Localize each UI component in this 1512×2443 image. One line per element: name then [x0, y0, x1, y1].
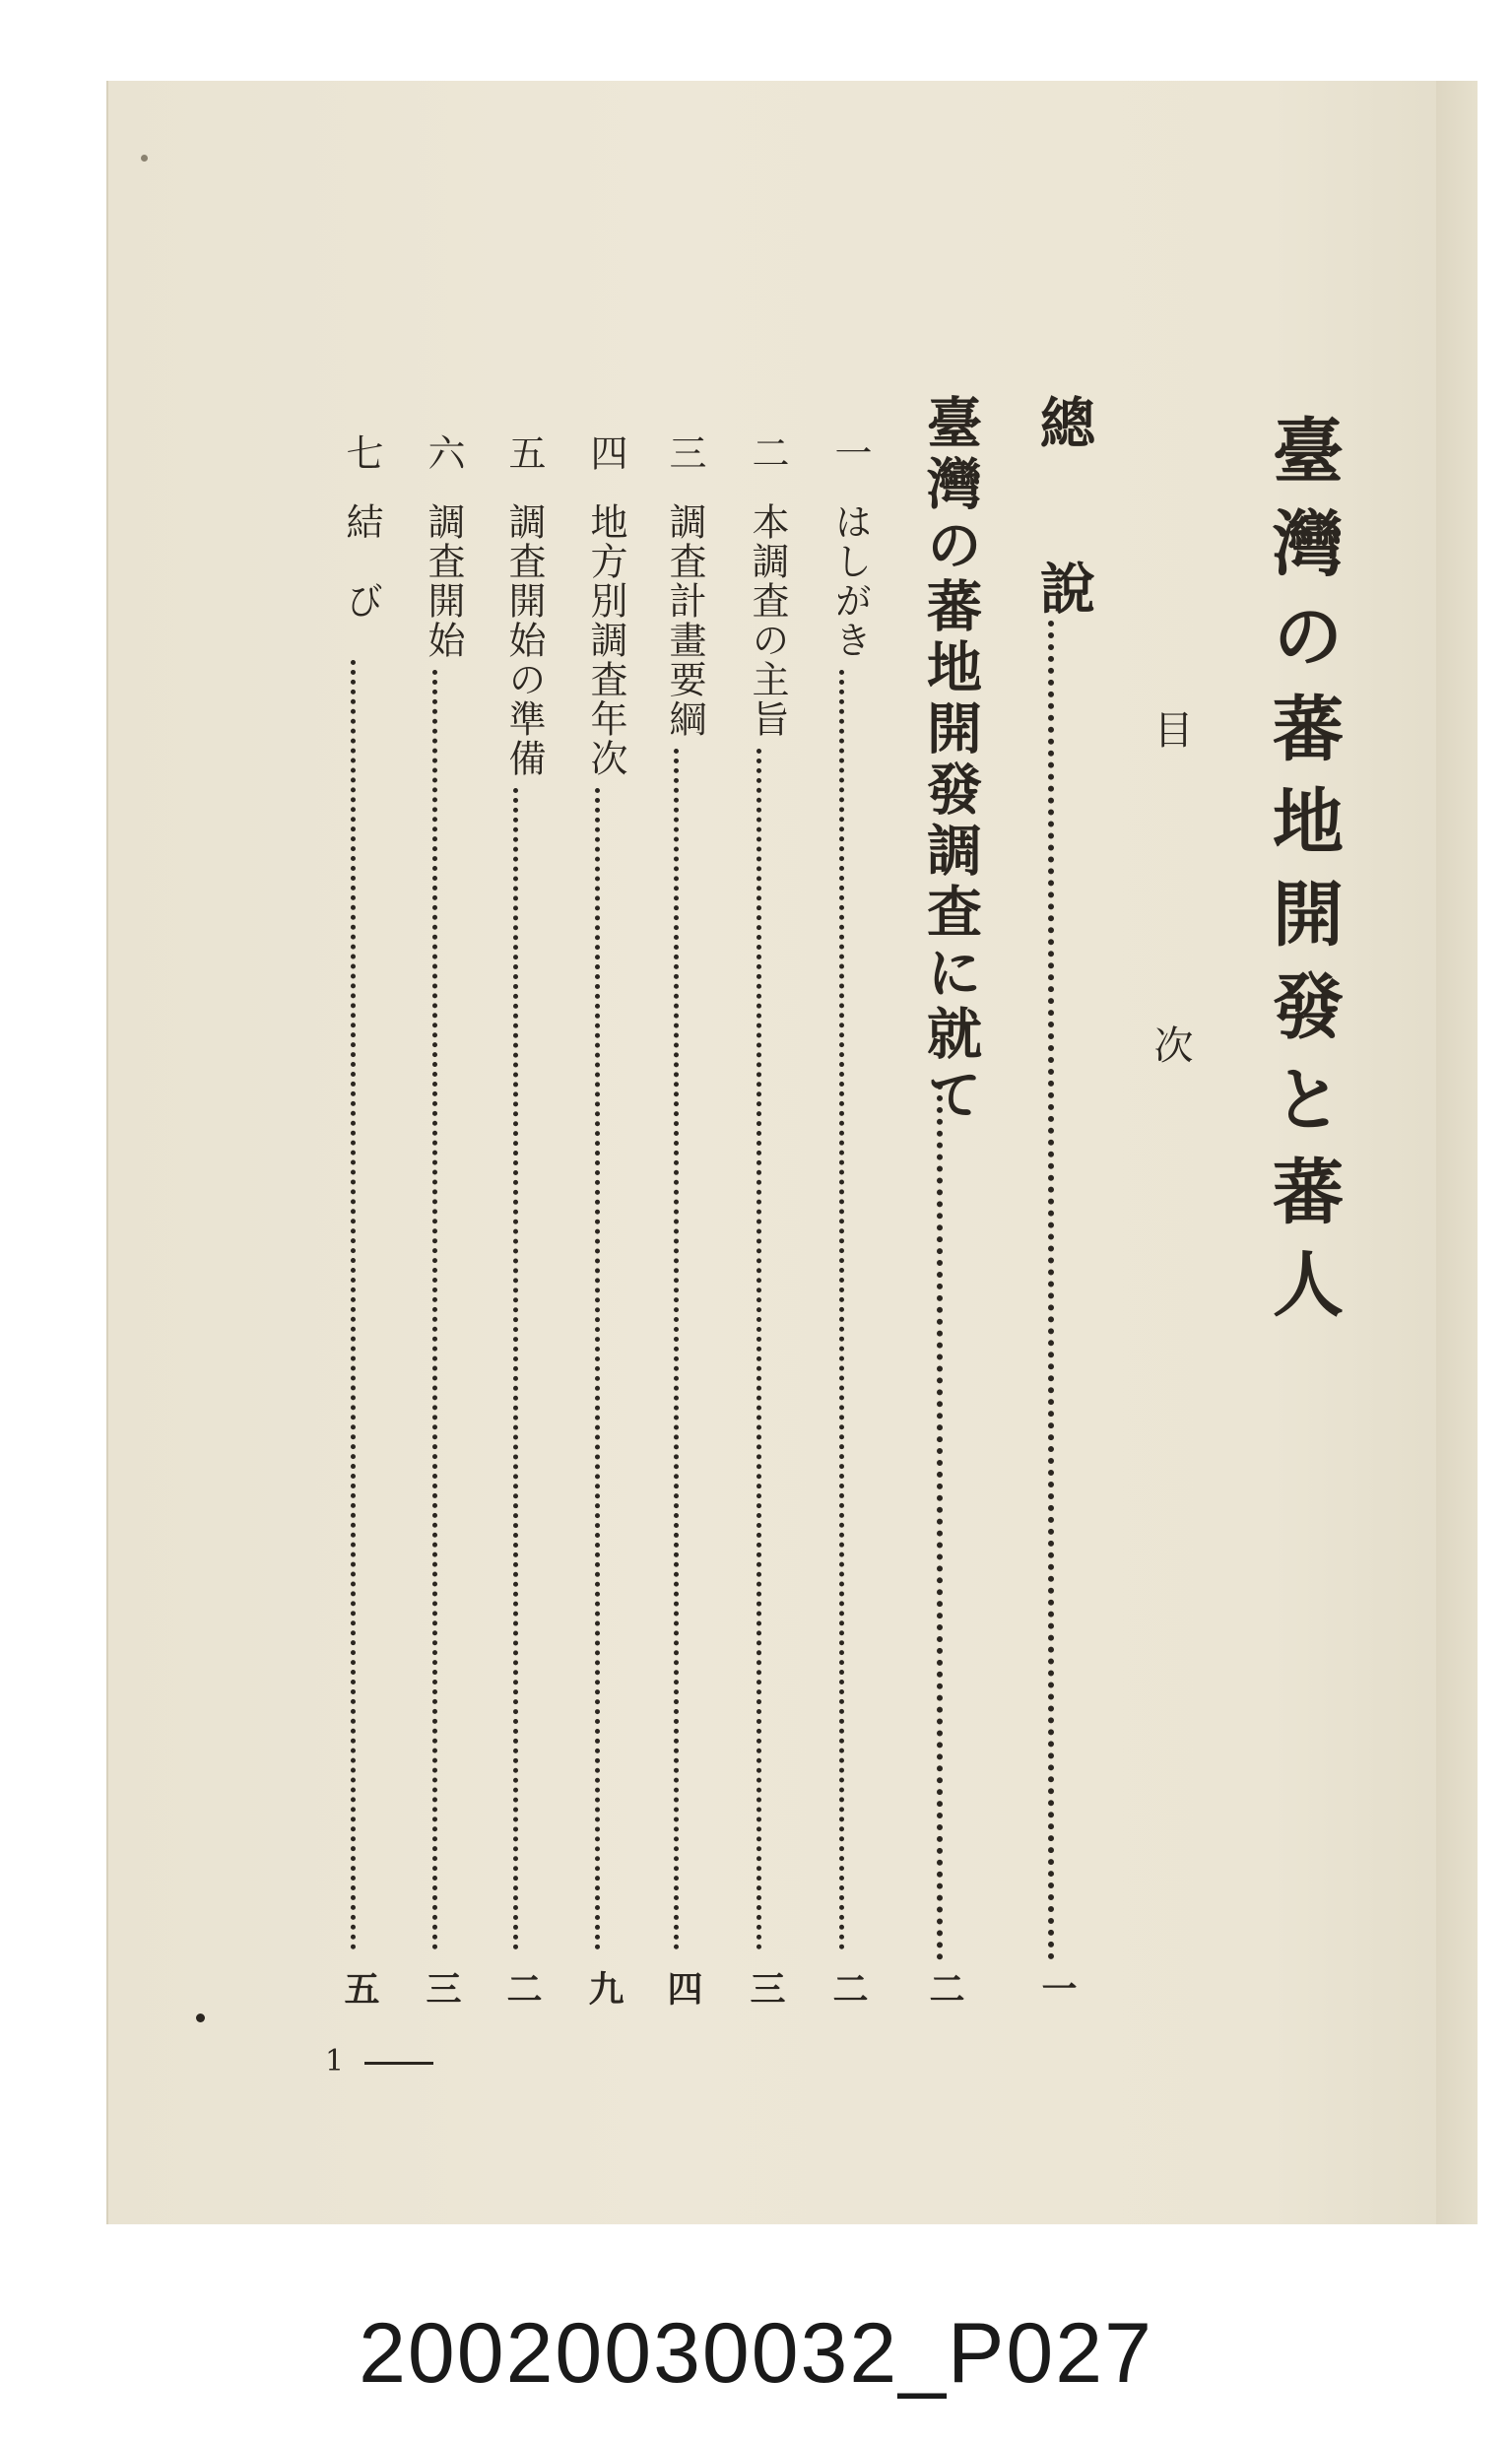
toc-entry-number: 四 [584, 433, 627, 473]
paper-mark [141, 155, 148, 162]
section-page-number: 二 [924, 1970, 965, 2006]
leader-dots [595, 788, 600, 1950]
page-edge [1436, 81, 1478, 2224]
folio-dash [364, 2062, 433, 2065]
section-heading-general: 總 說 [1031, 394, 1096, 642]
toc-entry-page: 二 [827, 1970, 869, 2006]
book-title: 臺灣の蕃地開發と蕃人 [1261, 414, 1345, 1340]
toc-entry-page: 五 [339, 1970, 380, 2006]
toc-entry-label: 結 び [340, 502, 383, 621]
toc-entry-number: 五 [502, 433, 546, 473]
leader-dots [1048, 621, 1054, 1960]
toc-entry-page: 三 [421, 1970, 462, 2006]
leader-dots [351, 660, 356, 1950]
toc-entry-label: 調査開始 [422, 502, 465, 660]
ink-spot [196, 2014, 205, 2022]
toc-entry-page: 四 [662, 1970, 703, 2006]
toc-entry-number: 一 [828, 433, 872, 473]
toc-entry-page: 二 [501, 1970, 543, 2006]
leader-dots [674, 749, 679, 1950]
section-heading-survey: 臺灣の蕃地開發調査に就て [918, 394, 983, 1127]
toc-entry-number: 六 [422, 433, 465, 473]
leader-dots [839, 670, 844, 1950]
toc-entry-page: 三 [745, 1970, 786, 2006]
leader-dots [432, 670, 437, 1950]
section-page-number: 一 [1036, 1970, 1078, 2006]
contents-label: 目 次 [1148, 709, 1193, 1182]
toc-entry-label: 地方別調査年次 [584, 502, 627, 778]
toc-entry-page: 九 [583, 1970, 625, 2006]
leader-dots [937, 1084, 943, 1960]
image-id-caption: 20020030032_P027 [359, 2306, 1153, 2401]
toc-entry-number: 二 [746, 433, 789, 473]
toc-entry-number: 七 [340, 433, 383, 473]
toc-entry-label: 本調査の主旨 [746, 502, 789, 739]
leader-dots [513, 788, 518, 1950]
toc-entry-label: はしがき [828, 502, 872, 660]
toc-entry-label: 調査計畫要綱 [663, 502, 706, 739]
folio-number: 1 [325, 2044, 345, 2079]
toc-entry-label: 調査開始の準備 [502, 502, 546, 778]
toc-entry-number: 三 [663, 433, 706, 473]
leader-dots [756, 749, 761, 1950]
